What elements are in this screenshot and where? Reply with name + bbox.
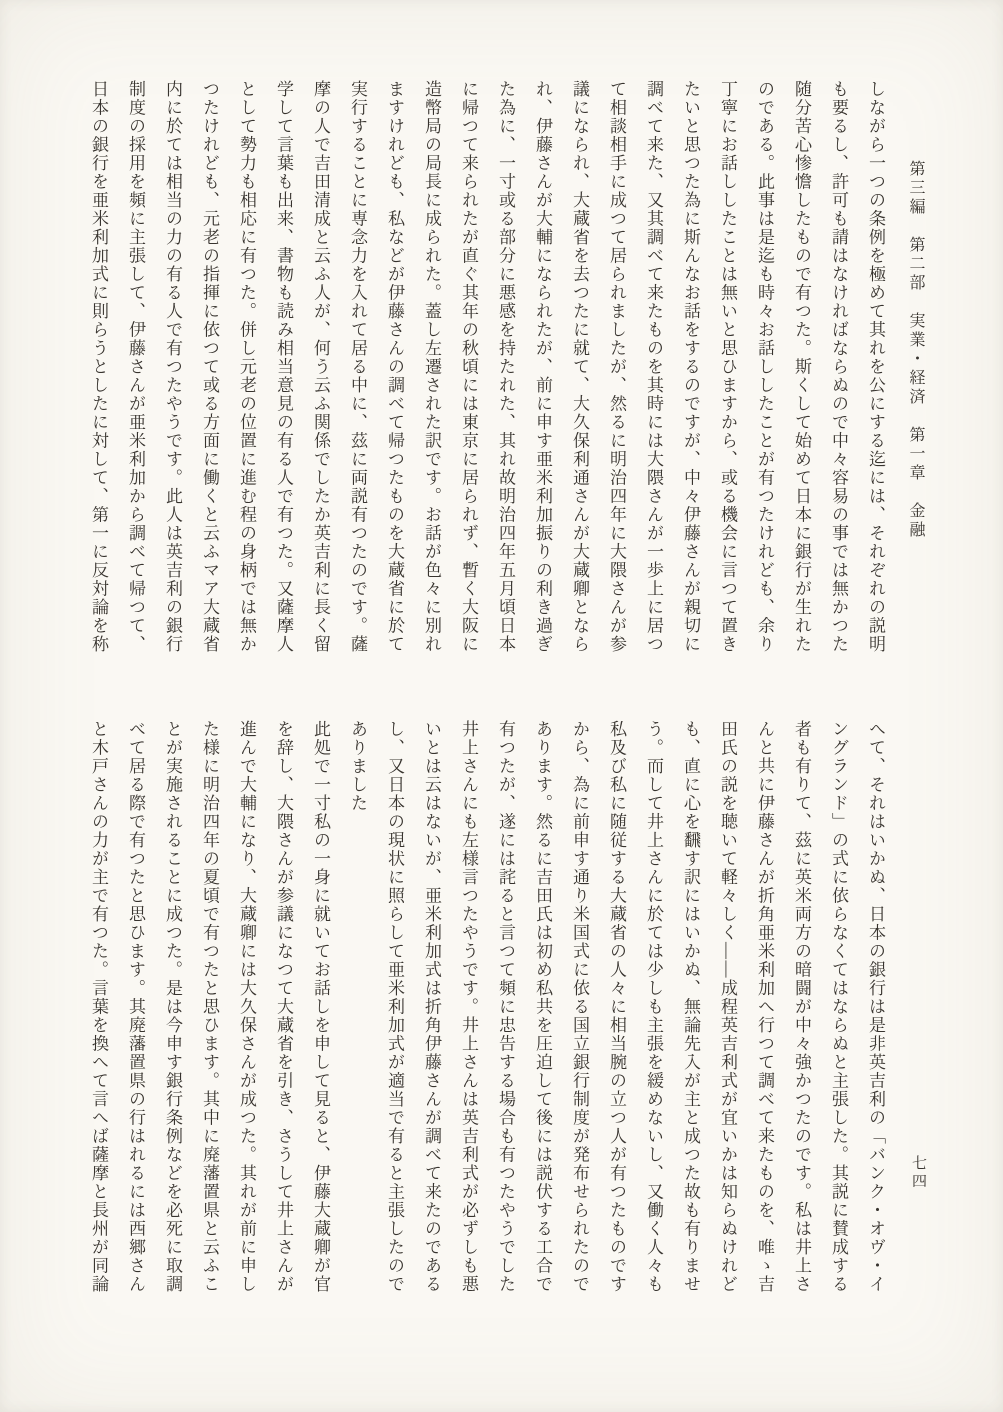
text-column: から、為に前申す通り米国式に依る国立銀行制度が発布せられたので (570, 720, 589, 1294)
text-column: た様に明治四年の夏頃で有つたと思ひます。其中に廃藩置県と云ふこ (200, 720, 219, 1294)
text-column: と木戸さんの力が主で有つた。言葉を換へて言へば薩摩と長州が同論 (89, 720, 108, 1294)
text-column: れ、伊藤さんが大輔になられたが、前に申す亜米利加振りの利き過ぎ (533, 80, 552, 654)
text-column: た為に、一寸或る部分に悪感を持たれた、其れ故明治四年五月頃日本 (496, 80, 515, 654)
text-column: 調べて来た、又其調べて来たものを其時には大隈さんが一歩上に居つ (644, 80, 663, 654)
text-column: 内に於ては相当の力の有る人で有つたやうです。此人は英吉利の銀行 (163, 80, 182, 654)
text-column: 者も有りて、茲に英米両方の暗闘が中々強かつたのです。私は井上さ (792, 720, 811, 1294)
text-column: あります。然るに吉田氏は初め私共を圧迫して後には説伏する工合で (533, 720, 552, 1294)
text-column: いとは云はないが、亜米利加式は折角伊藤さんが調べて来たのである (422, 720, 441, 1294)
text-column: 進んで大輔になり、大蔵卿には大久保さんが成つた。其れが前に申し (237, 720, 256, 1294)
text-column: 造幣局の局長に成られた。蓋し左遷された訳です。お話が色々に別れ (422, 80, 441, 654)
text-column: 議になられ、大蔵省を去つたに就て、大久保利通さんが大蔵卿となら (570, 80, 589, 654)
text-column: へて、それはいかぬ、日本の銀行は是非英吉利の「バンク・オヴ・イ (866, 720, 885, 1294)
text-column: つたけれども、元老の指揮に依つて或る方面に働くと云ふマア大蔵省 (200, 80, 219, 654)
text-column: 日本の銀行を亜米利加式に則らうとしたに対して、第一に反対論を称 (89, 80, 108, 654)
text-column: し、又日本の現状に照らして亜米利加式が適当で有ると主張したので (385, 720, 404, 1294)
text-column: も要るし、許可も請はなければならぬので中々容易の事では無かつた (829, 80, 848, 654)
text-column: べて居る際で有つたと思ひます。其廃藩置県の行はれるには西郷さん (126, 720, 145, 1294)
text-column: ありました (348, 720, 367, 813)
text-column: て相談相手に成つて居られましたが、然るに明治四年に大隈さんが参 (607, 80, 626, 654)
text-column: に帰つて来られたが直ぐ其年の秋頃には東京に居られず、暫く大阪に (459, 80, 478, 654)
bottom-text-block (90, 720, 884, 1320)
text-column: も、直に心を飜す訳にはいかぬ、無論先入が主と成つた故も有りませ (681, 720, 700, 1294)
text-column: たいと思つた為に斯んなお話をするのですが、中々伊藤さんが親切に (681, 80, 700, 654)
text-column: を辞し、大隈さんが参議になつて大蔵省を引き、さうして井上さんが (274, 720, 293, 1294)
text-column: 制度の採用を頻に主張して、伊藤さんが亜米利加から調べて帰つて、 (126, 80, 145, 654)
text-column: 実行することに専念力を入れて居る中に、茲に両説有つたのです。薩 (348, 80, 367, 654)
text-column: 此処で一寸私の一身に就いてお話しを申して見ると、伊藤大蔵卿が官 (311, 720, 330, 1294)
text-column: ますけれども、私などが伊藤さんの調べて帰つたものを大蔵省に於て (385, 80, 404, 654)
text-column: う。而して井上さんに於ては少しも主張を緩めないし、又働く人々も (644, 720, 663, 1294)
text-column: 随分苦心惨憺したもので有つた。斯くして始めて日本に銀行が生れた (792, 80, 811, 654)
text-column: として勢力も相応に有つた。併し元老の位置に進む程の身柄では無か (237, 80, 256, 654)
text-column: とが実施されることに成つた。是は今申す銀行条例などを必死に取調 (163, 720, 182, 1294)
text-column: ングランド」の式に依らなくてはならぬと主張した。其説に賛成する (829, 720, 848, 1294)
page-number: 七四 (910, 1155, 926, 1191)
text-column: 有つたが、遂には詫ると言つて頻に忠告する場合も有つたやうでした (496, 720, 515, 1294)
chapter-header: 第三編 第二部 実業・経済 第一章 金融 (907, 160, 924, 540)
text-column: しながら一つの条例を極めて其れを公にする迄には、それぞれの説明 (866, 80, 885, 654)
text-column: 私及び私に随従する大蔵省の人々に相当腕の立つ人が有つたものです (607, 720, 626, 1294)
text-column: 摩の人で吉田清成と云ふ人が、何う云ふ関係でしたか英吉利に長く留 (311, 80, 330, 654)
text-column: 丁寧にお話ししたことは無いと思ひますから、或る機会に言つて置き (718, 80, 737, 654)
text-column: 田氏の説を聴いて軽々しく――成程英吉利式が宜いかは知らぬけれど (718, 720, 737, 1294)
text-column: んと共に伊藤さんが折角亜米利加へ行つて調べて来たものを、唯ゝ吉 (755, 720, 774, 1294)
text-column: 学して言葉も出来、書物も読み相当意見の有る人で有つた。又薩摩人 (274, 80, 293, 654)
top-text-block (90, 80, 884, 680)
text-column: 井上さんにも左様言つたやうです。井上さんは英吉利式が必ずしも悪 (459, 720, 478, 1294)
text-column: のである。此事は是迄も時々お話ししたことが有つたけれども、余り (755, 80, 774, 654)
